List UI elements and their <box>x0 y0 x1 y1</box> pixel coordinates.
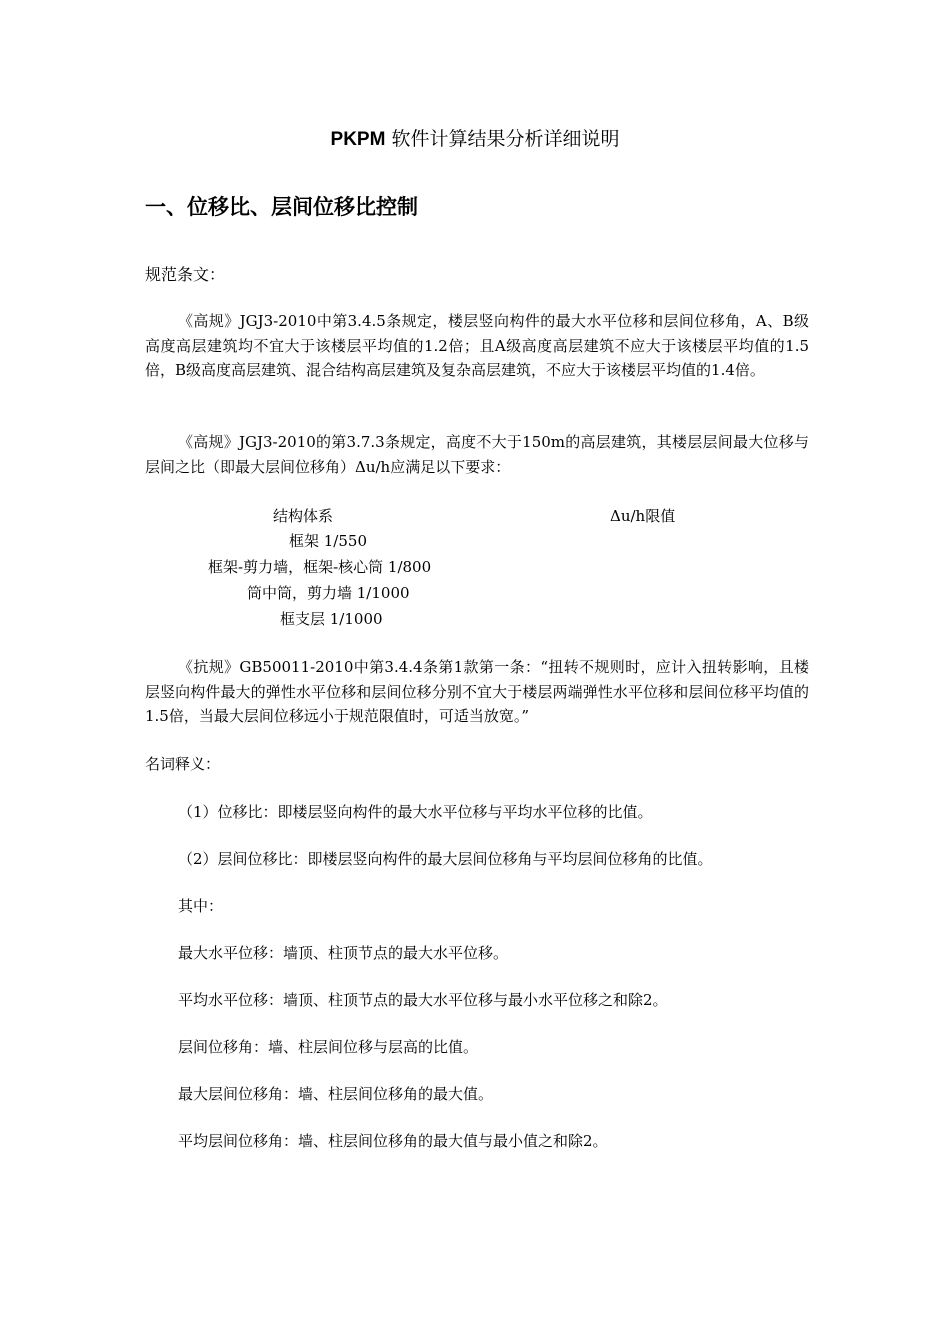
term-displacement-ratio: （1）位移比：即楼层竖向构件的最大水平位移与平均水平位移的比值。 <box>178 803 653 821</box>
definition-line: 最大层间位移角：墙、柱层间位移角的最大值。 <box>178 1085 494 1103</box>
term-interstory-ratio: （2）层间位移比：即楼层竖向构件的最大层间位移角与平均层间位移角的比值。 <box>178 850 713 868</box>
terms-label: 名词释义： <box>145 755 221 773</box>
table-header-limit: Δu/h限值 <box>610 507 676 525</box>
table-row: 筒中筒，剪力墙 1/1000 <box>247 584 410 602</box>
document-title-latin: PKPM <box>330 129 386 150</box>
definition-line: 平均层间位移角：墙、柱层间位移角的最大值与最小值之和除2。 <box>178 1132 608 1150</box>
among-label: 其中： <box>178 897 224 915</box>
definition-line: 平均水平位移：墙顶、柱顶节点的最大水平位移与最小水平位移之和除2。 <box>178 991 668 1009</box>
table-header-system: 结构体系 <box>273 507 334 525</box>
table-row: 框支层 1/1000 <box>280 610 383 628</box>
table-row: 框架-剪力墙，框架-核心筒 1/800 <box>208 558 432 576</box>
document-title <box>0 124 950 151</box>
definition-line: 层间位移角：墙、柱层间位移与层高的比值。 <box>178 1038 479 1056</box>
paragraph-gaogui-373: 《高规》JGJ3-2010的第3.7.3条规定，高度不大于150m的高层建筑，其楼层层间最大位移与层间之比（即最大层间位移角）Δu/h应满足以下要求： <box>145 433 809 476</box>
document-title-cn: 软件计算结果分析详细说明 <box>385 128 620 150</box>
code-label: 规范条文： <box>145 265 226 284</box>
definition-line: 最大水平位移：墙顶、柱顶节点的最大水平位移。 <box>178 944 509 962</box>
paragraph-gaogui-345: 《高规》JGJ3-2010中第3.4.5条规定，楼层竖向构件的最大水平位移和层间位移角，A、B级高度高层建筑均不宜大于该楼层平均值的1.2倍；且A级高度高层建筑不应大于该楼层平均值的1.5倍，B级高度高层建筑、混合结构高层建筑及复杂高层建筑，不应大于该楼层平均值的1.4倍。 <box>145 312 809 379</box>
section-heading: 一、位移比、层间位移比控制 <box>145 195 418 219</box>
paragraph-kanggui-344: 《抗规》GB50011-2010中第3.4.4条第1款第一条：“扭转不规则时，应计入扭转影响，且楼层竖向构件最大的弹性水平位移和层间位移分别不宜大于楼层两端弹性水平位移和层间位移平均值的1.5倍，当最大层间位移远小于规范限值时，可适当放宽。” <box>145 658 809 725</box>
table-row: 框架 1/550 <box>289 532 367 550</box>
